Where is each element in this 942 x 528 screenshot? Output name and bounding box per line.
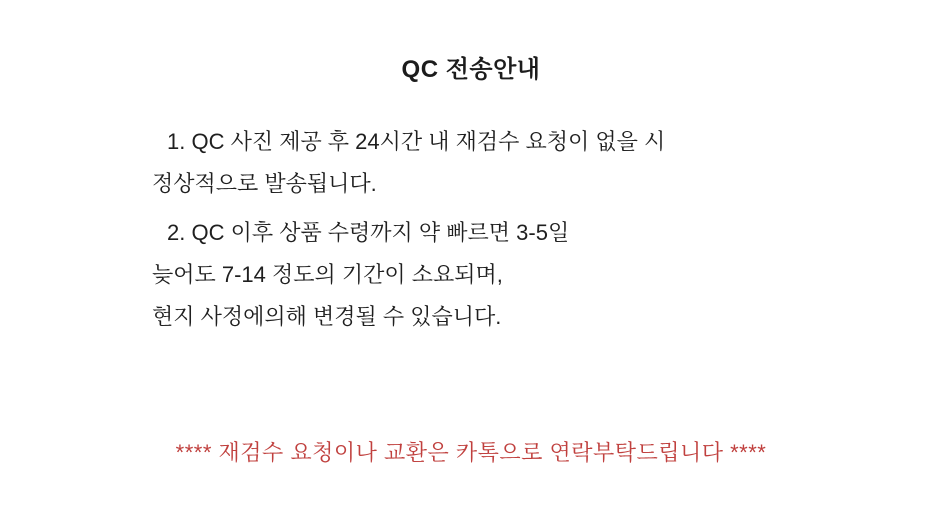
notice-body bbox=[152, 121, 882, 338]
footer-warning-notice: **** 재검수 요청이나 교환은 카톡으로 연락부탁드립니다 **** bbox=[175, 440, 767, 465]
paragraph-2-line-1: 2. QC 이후 상품 수령까지 약 빠르면 3-5일 bbox=[167, 220, 570, 245]
page-title: QC 전송안내 bbox=[401, 56, 541, 84]
paragraph-2-line-2: 늦어도 7-14 정도의 기간이 소요되며, bbox=[152, 262, 503, 287]
paragraph-1-line-2: 정상적으로 발송됩니다. bbox=[152, 171, 377, 196]
paragraph-1 bbox=[152, 121, 882, 205]
paragraph-2-line-3: 현지 사정에의해 변경될 수 있습니다. bbox=[152, 304, 502, 329]
paragraph-1-line-1: 1. QC 사진 제공 후 24시간 내 재검수 요청이 없을 시 bbox=[167, 129, 666, 154]
paragraph-2 bbox=[152, 212, 882, 338]
